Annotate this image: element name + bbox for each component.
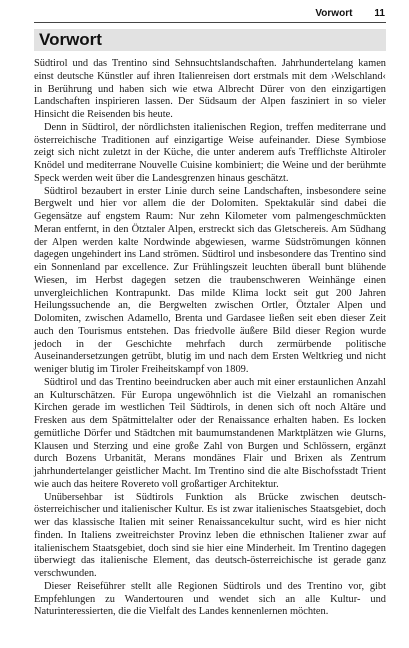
paragraph: Südtirol und das Trentino sind Sehnsuchtslandschaften. Jahrhundertelang kamen einst deutsche Künstler auf ihren Italienreisen dort erstmals mit dem ›Welschland‹ in Berührung und haben sich wie etwa Albrecht Dürer von den einzigartigen Landschaften inspirieren lassen. Der Südsaum der Alpen fasziniert in so vieler Hinsicht die Reisenden bis heute.: [34, 58, 386, 120]
chapter-title: Vorwort: [39, 30, 102, 49]
paragraph: Südtirol bezaubert in erster Linie durch seine Landschaften, insbesondere seine Bergwelt und hier vor allem die der Dolomiten. Spektakulär sind dabei die Gegensätze auf engstem Raum: Nur zehn Kilometer vom palmengeschmückten Meran entfernt, in den Ötztaler Alpen, erstreckt sich das Gletschereis. Am Südhang der Alpen werden kalte Nordwinde abgewiesen, warme Südströmungen können dagegen ungehindert ins Land strömen. Südtirol und insbesondere das Trentino sind ein Sonnenland par excellence. Zur Frühlingszeit leuchten überall bunt blühende Wiesen, im Herbst dagegen setzen die traubenschweren Weinhänge einen unvergleichlichen Kontrapunkt. Das milde Klima lockt seit gut 200 Jahren Heilungssuchende an, die Bergwelten zwischen Ortler, Ötztaler Alpen und Dolomiten, zwischen Adamello, Brenta und Gardasee ließen seit eben dieser Zeit auch den Tourismus entstehen. Das friedvolle äußere Bild dieser Region wurde jedoch in der Geschichte mehrfach durch zermürbende politische Auseinandersetzungen getrübt, blutig im und nach dem Ersten Weltkrieg und nicht weniger blutig im Tiroler Freiheitskampf von 1809.: [34, 185, 386, 375]
running-head: [315, 8, 385, 19]
chapter-heading-bar: [34, 29, 386, 51]
running-head-section: Vorwort: [315, 8, 353, 19]
paragraph: Unübersehbar ist Südtirols Funktion als Brücke zwischen deutsch-österreichischer und italienischer Kultur. Es ist zwar italienisches Staatsgebiet, doch wer das klassische Italien mit seiner Renaissancekultur sucht, wird es hier nicht finden. In Italiens zweitreichster Provinz leben die ethnischen Italiener zwar auf italienischem Staatsgebiet, doch sind sie hier eine Minderheit. Im Trentino dagegen überwiegt das italienische Element, das deutsch-österreichische ist gerade ganz verschwunden.: [34, 491, 386, 579]
paragraph: Dieser Reiseführer stellt alle Regionen Südtirols und des Trentino vor, gibt Empfehlungen zu Wandertouren und wendet sich an alle Kultur- und Naturinteressierten, die die Vielfalt des Landes kennenlernen möchten.: [34, 580, 386, 618]
paragraph: Südtirol und das Trentino beeindrucken aber auch mit einer erstaunlichen Anzahl an Kulturschätzen. Für Europa ungewöhnlich ist die Vielzahl an romanischen Kirchen gerade im westlichen Teil Südtirols, in denen sich oft noch Altäre und Fresken aus dem Spätmittelalter oder der Renaissance erhalten haben. Es locken gemütliche Dörfer und Städtchen mit baumumstandenen Marktplätzen wie Glurns, Klausen und Sterzing und eine große Zahl von Burgen und Schlössern, ergänzt durch Bozens Urbanität, Merans mondänes Flair und Brixen als Zentrum jahrhundertelanger geistlicher Macht. Im Trentino sind die alte Bischofsstadt Trient wie auch das heitere Rovereto voll großartiger Architektur.: [34, 376, 386, 490]
page-number: 11: [374, 8, 385, 19]
paragraph: Denn in Südtirol, der nördlichsten italienischen Region, treffen mediterrane und österreichische Traditionen auf einzigartige Weise aufeinander. Diese Symbiose zeigt sich nicht zuletzt in der Küche, die unter anderem aufs Trefflichste Altiroler Knödel und mediterrane Nouvelle Cuisine kombiniert; die Weine und der berühmte Speck werden weit über die Landesgrenzen hinaus geschätzt.: [34, 121, 386, 184]
body-text: [34, 58, 386, 619]
header-rule: [34, 22, 386, 23]
